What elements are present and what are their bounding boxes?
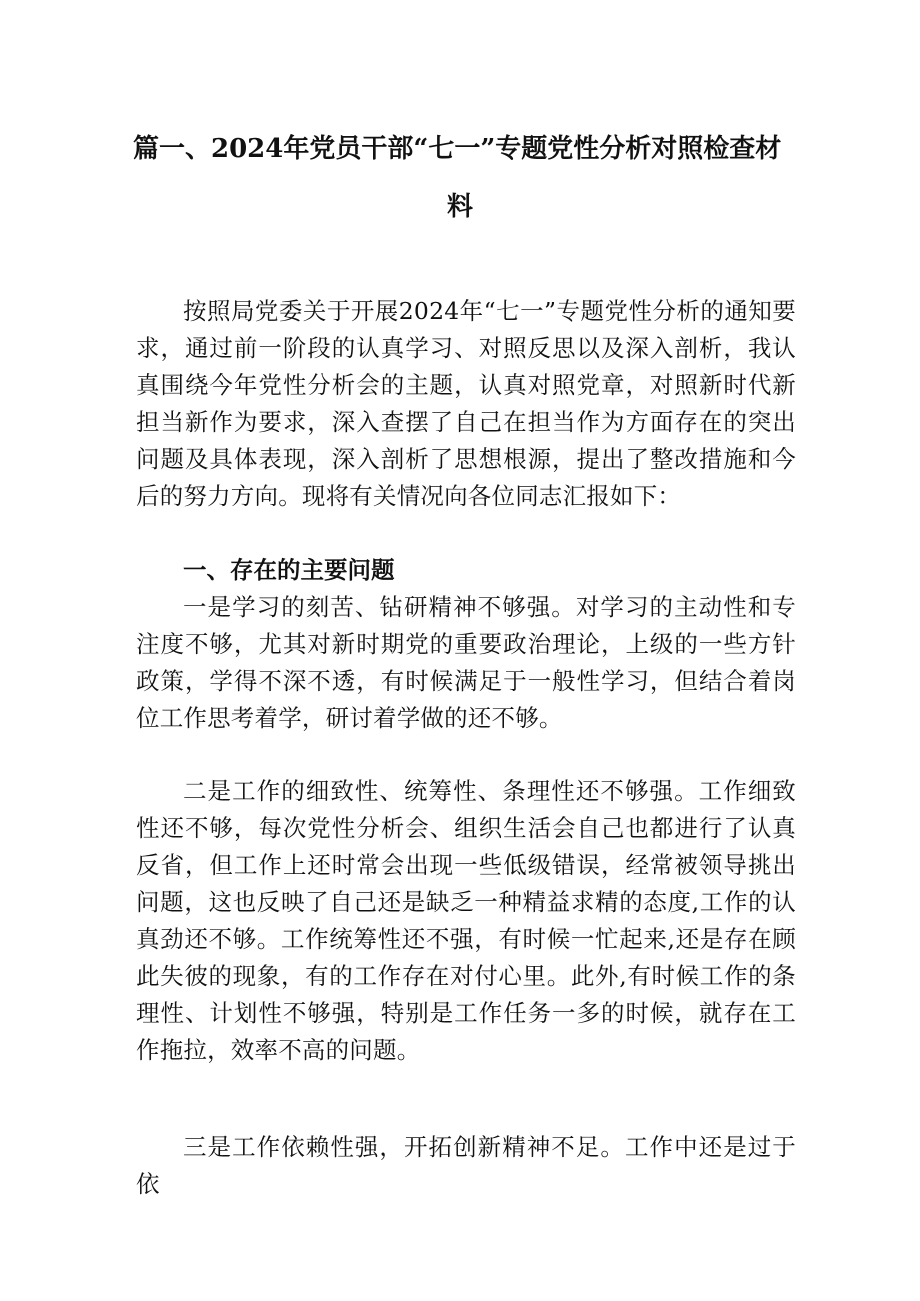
problem-item-3: 三是工作依赖性强，开拓创新精神不足。工作中还是过于依 xyxy=(136,1133,796,1198)
section-heading: 一、存在的主要问题 xyxy=(183,556,395,584)
problem-item-1: 一是学习的刻苦、钻研精神不够强。对学习的主动性和专注度不够，尤其对新时期党的重要政治理论，上级的一些方针政策，学得不深不透，有时候满足于一般性学习，但结合着岗位工作思考着学，研讨着学做的还不够。 xyxy=(136,593,796,732)
problem-item-2: 二是工作的细致性、统筹性、条理性还不够强。工作细致性还不够，每次党性分析会、组织生活会自己也都进行了认真反省，但工作上还时常会出现一些低级错误，经常被领导挑出问题，这也反映了自己还是缺乏一种精益求精的态度,工作的认真劲还不够。工作统筹性还不强，有时候一忙起来,还是存在顾此失彼的现象，有的工作存在对付心里。此外,有时候工作的条理性、计划性不够强，特别是工作任务一多的时候，就存在工作拖拉，效率不高的问题。 xyxy=(136,777,796,1064)
document-title-line-1: 篇一、2024年党员干部“七一”专题党性分析对照检查材 xyxy=(133,134,782,164)
document-title-line-2: 料 xyxy=(447,192,474,222)
intro-paragraph: 按照局党委关于开展2024年“七一”专题党性分析的通知要求，通过前一阶段的认真学习、对照反思以及深入剖析，我认真围绕今年党性分析会的主题，认真对照党章，对照新时代新担当新作为要求，深入查摆了自己在担当作为方面存在的突出问题及具体表现，深入剖析了思想根源，提出了整改措施和今后的努力方向。现将有关情况向各位同志汇报如下： xyxy=(136,297,796,510)
